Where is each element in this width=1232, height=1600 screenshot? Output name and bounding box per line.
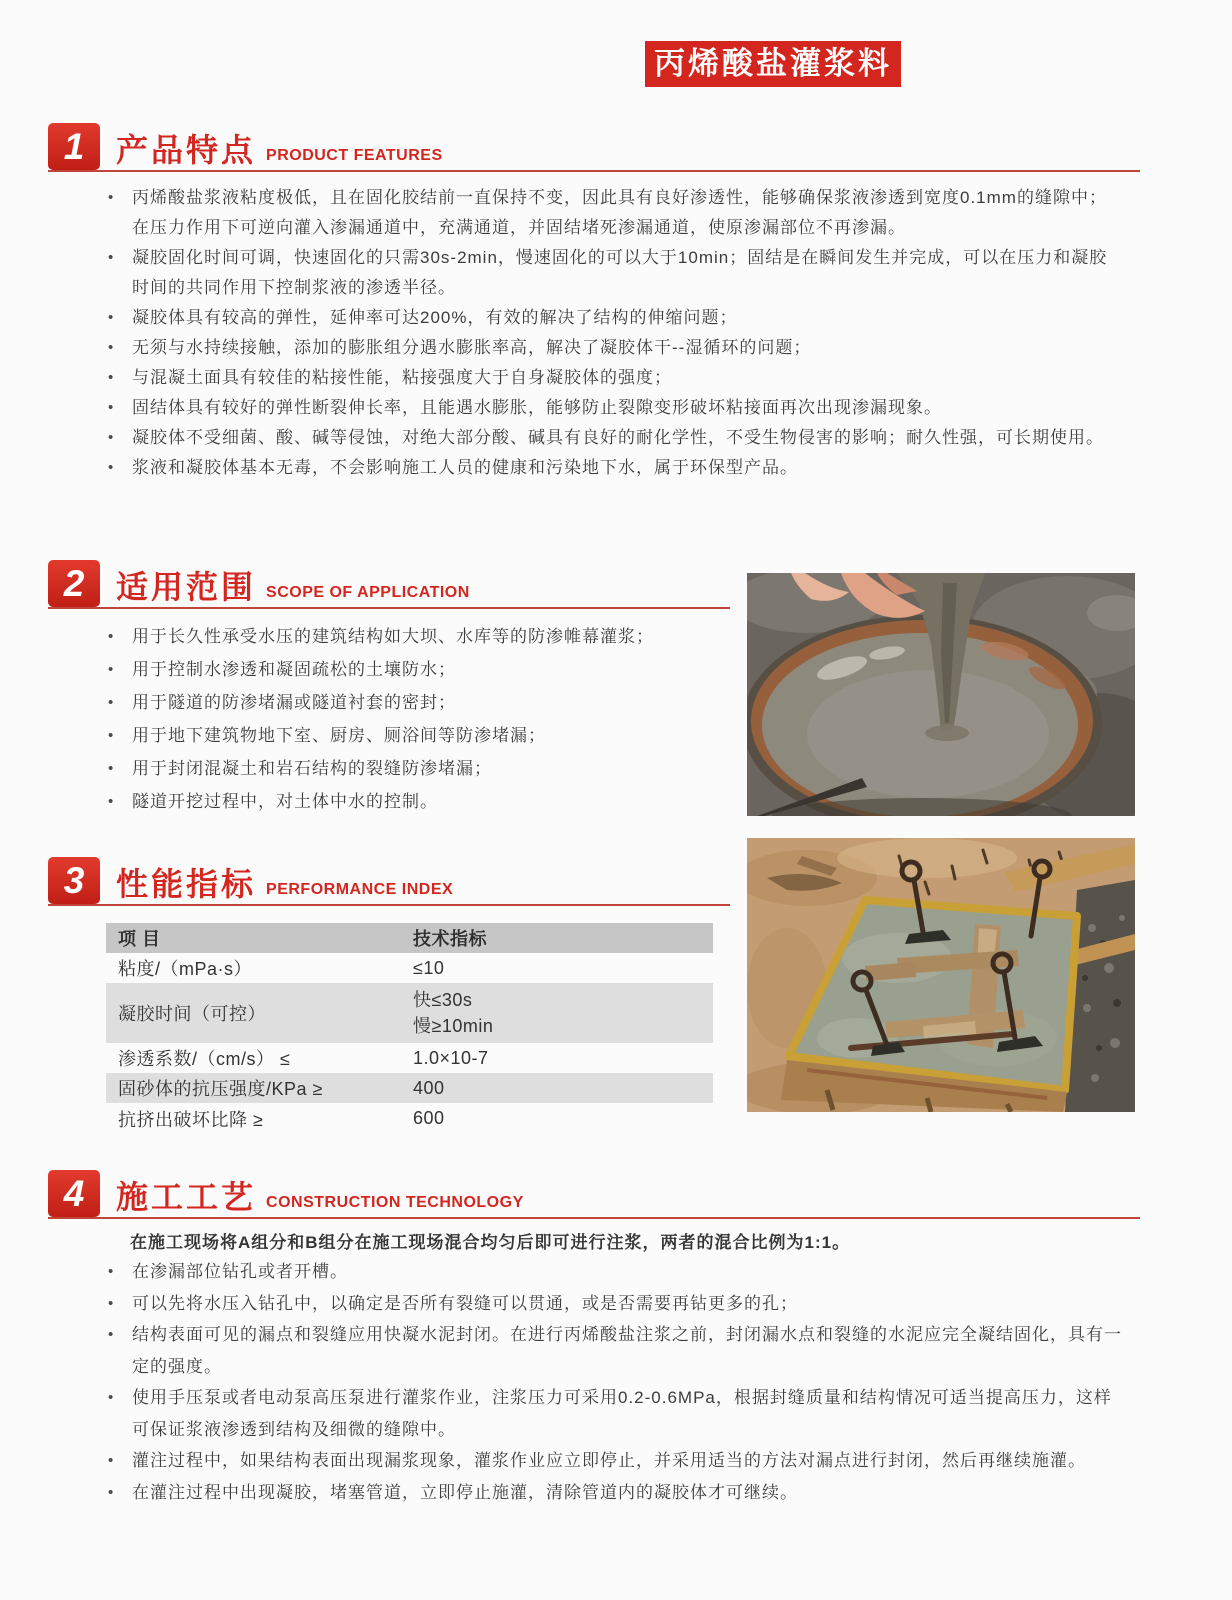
list-item: • 丙烯酸盐浆液粘度极低，且在固化胶结前一直保持不变，因此具有良好渗透性，能够确保浆液渗透到宽度0.1mm的缝隙中；在压力作用下可逆向灌入渗漏通道中，充满通道，并固结堵死渗漏通道，使原渗漏部位不再渗漏。 <box>100 183 1112 243</box>
section-3-title: 性能指标 <box>116 866 257 902</box>
list-item: • 用于控制水渗透和凝固疏松的土壤防水； <box>100 653 720 686</box>
table-cell-value-line: 慢≥10min <box>413 1016 494 1036</box>
table-header-item: 项 目 <box>118 929 161 949</box>
list-item: • 与混凝土面具有较佳的粘接性能，粘接强度大于自身凝胶体的强度； <box>100 363 1112 393</box>
section-2-subtitle: SCOPE OF APPLICATION <box>266 584 470 601</box>
list-item: • 浆液和凝胶体基本无毒，不会影响施工人员的健康和污染地下水，属于环保型产品。 <box>100 453 1112 483</box>
list-item: • 用于地下建筑物地下室、厨房、厕浴间等防渗堵漏； <box>100 719 720 752</box>
table-cell-label: 粘度/（mPa·s） <box>118 959 253 979</box>
list-item: • 用于隧道的防渗堵漏或隧道衬套的密封； <box>100 686 720 719</box>
formwork-anchor-photo <box>747 838 1135 1112</box>
product-features-list <box>100 183 1112 483</box>
table-cell-value-line: 快≤30s <box>413 990 473 1010</box>
list-item: • 使用手压泵或者电动泵高压泵进行灌浆作业，注浆压力可采用0.2-0.6MPa，根据封缝质量和结构情况可适当提高压力，这样可保证浆液渗透到结构及细微的缝隙中。 <box>100 1382 1122 1445</box>
table-cell-value: 400 <box>413 1077 445 1098</box>
list-item: • 固结体具有较好的弹性断裂伸长率，且能遇水膨胀，能够防止裂隙变形破坏粘接面再次出现渗漏现象。 <box>100 393 1112 423</box>
section-4-number-badge: 4 <box>48 1170 100 1217</box>
section-1-subtitle: PRODUCT FEATURES <box>266 147 443 164</box>
list-item: • 凝胶体不受细菌、酸、碱等侵蚀，对绝大部分酸、碱具有良好的耐化学性，不受生物侵害的影响；耐久性强，可长期使用。 <box>100 423 1112 453</box>
section-2-number-badge: 2 <box>48 560 100 607</box>
construction-steps-list <box>100 1256 1122 1508</box>
section-4-subtitle: CONSTRUCTION TECHNOLOGY <box>266 1194 524 1211</box>
list-item: • 凝胶固化时间可调，快速固化的只需30s-2min，慢速固化的可以大于10min；固结是在瞬间发生并完成，可以在压力和凝胶时间的共同作用下控制浆液的渗透半径。 <box>100 243 1112 303</box>
section-1-number-badge: 1 <box>48 123 100 170</box>
table-cell-value: ≤10 <box>413 957 445 978</box>
list-item: • 凝胶体具有较高的弹性，延伸率可达200%，有效的解决了结构的伸缩问题； <box>100 303 1112 333</box>
section-4-header <box>48 1167 1140 1219</box>
scope-of-application-list <box>100 620 720 818</box>
table-row <box>106 1073 713 1103</box>
table-cell-value: 600 <box>413 1108 445 1128</box>
table-row <box>106 983 713 1043</box>
list-item: • 在渗漏部位钻孔或者开槽。 <box>100 1256 1122 1288</box>
section-1-header <box>48 120 1140 172</box>
section-1-title: 产品特点 <box>116 132 257 168</box>
product-title-banner: 丙烯酸盐灌浆料 <box>645 41 901 87</box>
list-item: • 用于封闭混凝土和岩石结构的裂缝防渗堵漏； <box>100 752 720 785</box>
table-row <box>106 1103 713 1134</box>
table-header-index: 技术指标 <box>413 929 487 949</box>
slurry-mixing-photo <box>747 573 1135 816</box>
table-cell-label: 凝胶时间（可控） <box>118 1004 266 1024</box>
table-cell-label: 固砂体的抗压强度/KPa ≥ <box>118 1079 323 1099</box>
section-2-title: 适用范围 <box>116 569 257 605</box>
table-row <box>106 1043 713 1073</box>
list-item: • 结构表面可见的漏点和裂缝应用快凝水泥封闭。在进行丙烯酸盐注浆之前，封闭漏水点和裂缝的水泥应完全凝结固化，具有一定的强度。 <box>100 1319 1122 1382</box>
section-2-header <box>48 557 730 609</box>
section-3-subtitle: PERFORMANCE INDEX <box>266 881 454 898</box>
section-3-number-badge: 3 <box>48 857 100 904</box>
list-item: • 无须与水持续接触，添加的膨胀组分遇水膨胀率高，解决了凝胶体干--湿循环的问题； <box>100 333 1112 363</box>
list-item: • 用于长久性承受水压的建筑结构如大坝、水库等的防渗帷幕灌浆； <box>100 620 720 653</box>
construction-intro-text: 在施工现场将A组分和B组分在施工现场混合均匀后即可进行注浆，两者的混合比例为1:1。 <box>130 1233 851 1252</box>
table-cell-label: 渗透系数/（cm/s） ≤ <box>118 1049 291 1069</box>
table-cell-value: 1.0×10-7 <box>413 1047 489 1068</box>
performance-index-table <box>106 923 713 1134</box>
table-row <box>106 953 713 983</box>
list-item: • 可以先将水压入钻孔中，以确定是否所有裂缝可以贯通，或是否需要再钻更多的孔； <box>100 1288 1122 1320</box>
list-item: • 在灌注过程中出现凝胶，堵塞管道，立即停止施灌，清除管道内的凝胶体才可继续。 <box>100 1477 1122 1509</box>
list-item: • 隧道开挖过程中，对土体中水的控制。 <box>100 785 720 818</box>
section-4-title: 施工工艺 <box>116 1179 257 1215</box>
table-cell-value <box>401 983 713 1043</box>
table-cell-label: 抗挤出破坏比降 ≥ <box>118 1109 264 1130</box>
table-header-row <box>106 923 713 953</box>
list-item: • 灌注过程中，如果结构表面出现漏浆现象，灌浆作业应立即停止，并采用适当的方法对漏点进行封闭，然后再继续施灌。 <box>100 1445 1122 1477</box>
section-3-header <box>48 854 730 906</box>
